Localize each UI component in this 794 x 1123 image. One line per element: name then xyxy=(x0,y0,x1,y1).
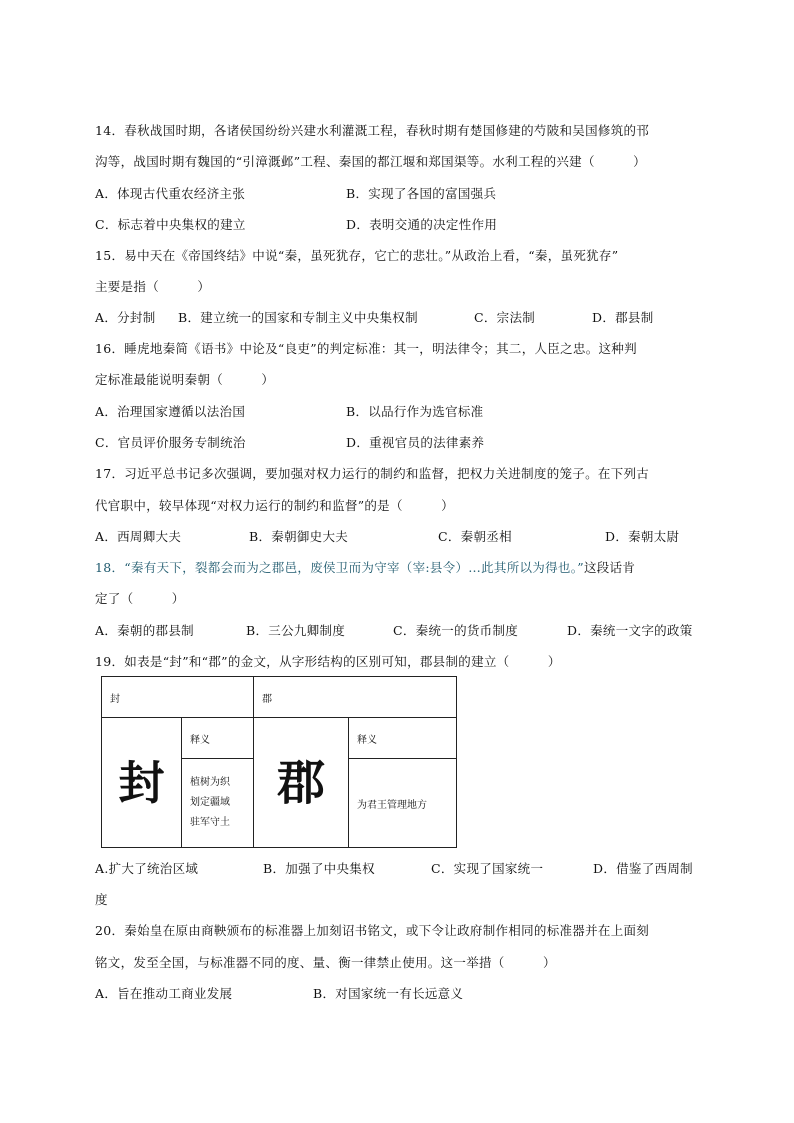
q16-stem-line1: 16．睡虎地秦简《语书》中论及“良吏”的判定标准：其一，明法律令；其二，人臣之忠。这种判 xyxy=(95,341,637,356)
q20-option-a: A．旨在推动工商业发展 xyxy=(95,986,233,1001)
q20-option-b: B．对国家统一有长远意义 xyxy=(313,986,464,1001)
q19-option-d: D．借鉴了西周制 xyxy=(593,861,693,876)
q17-option-c: C．秦朝丞相 xyxy=(438,529,512,544)
q18-option-c: C．秦统一的货币制度 xyxy=(393,623,519,638)
feng-meaning-line3: 驻军守土 xyxy=(190,817,230,828)
q16-option-d: D．重视官员的法律素养 xyxy=(346,435,485,450)
jun-meaning-cell: 为君王管理地方 xyxy=(349,759,457,848)
q20-stem-line2: 铭文，发至全国，与标准器不同的度、量、衡一律禁止使用。这一举措（ ） xyxy=(95,955,556,970)
q14-stem-line2: 沟等，战国时期有魏国的“引漳溉邺”工程、秦国的都江堰和郑国渠等。水利工程的兴建（ ） xyxy=(95,154,646,169)
q16-stem-line2: 定标准最能说明秦朝（ ） xyxy=(95,372,275,387)
q17-option-d: D．秦朝太尉 xyxy=(605,529,680,544)
q19-option-a: A.扩大了统治区域 xyxy=(95,861,199,876)
q14-option-d: D．表明交通的决定性作用 xyxy=(346,217,498,232)
q16-option-b: B．以品行作为选官标准 xyxy=(346,404,484,419)
q18-stem-tail: 这段话肯 xyxy=(583,560,636,575)
q17-stem-line2: 代官职中，较早体现“对权力运行的制约和监督”的是（ ） xyxy=(95,498,454,513)
feng-shiyi-label: 释义 xyxy=(182,718,254,759)
q20-stem-line1: 20．秦始皇在原由商鞅颁布的标准器上加刻诏书铭文，或下令让政府制作相同的标准器并在上面刻 xyxy=(95,923,650,938)
q14-stem-line1: 14．春秋战国时期，各诸侯国纷纷兴建水利灌溉工程，春秋时期有楚国修建的芍陂和吴国修筑的邗 xyxy=(95,123,650,138)
feng-meaning-cell xyxy=(182,759,254,848)
q15-stem-line2: 主要是指（ ） xyxy=(95,279,211,294)
q18-option-a: A．秦朝的郡县制 xyxy=(95,623,194,638)
q17-option-a: A．西周卿大夫 xyxy=(95,529,182,544)
q18-quotation: 18．“秦有天下，裂都会而为之郡邑，废侯卫而为守宰（宰:县令）…此其所以为得也。” xyxy=(95,560,584,575)
feng-header-cell: 封 xyxy=(102,677,254,718)
q19-option-c: C．实现了国家统一 xyxy=(431,861,544,876)
q16-option-c: C．官员评价服务专制统治 xyxy=(95,435,246,450)
q18-stem-line1 xyxy=(95,558,635,576)
q16-option-a: A．治理国家遵循以法治国 xyxy=(95,404,246,419)
q19-option-d-continued: 度 xyxy=(95,892,108,907)
q14-option-b: B．实现了各国的富国强兵 xyxy=(346,186,497,201)
q15-stem-line1: 15．易中天在《帝国终结》中说“秦，虽死犹存，它亡的悲壮。”从政治上看，“秦，虽死犹存” xyxy=(95,248,619,263)
feng-glyph-cell xyxy=(102,718,182,848)
feng-meaning-line1: 植树为织 xyxy=(190,777,230,788)
q19-option-b: B．加强了中央集权 xyxy=(263,861,375,876)
q15-option-c: C．宗法制 xyxy=(474,310,536,325)
jinwen-comparison-table xyxy=(101,676,457,848)
q15-option-d: D．郡县制 xyxy=(592,310,654,325)
q18-option-b: B．三公九卿制度 xyxy=(246,623,346,638)
jun-shiyi-label: 释义 xyxy=(349,718,457,759)
jun-header-cell: 郡 xyxy=(254,677,457,718)
q18-option-d: D．秦统一文字的政策 xyxy=(567,623,693,638)
q15-option-b: B．建立统一的国家和专制主义中央集权制 xyxy=(178,310,418,325)
q17-option-b: B．秦朝御史大夫 xyxy=(249,529,349,544)
q14-option-c: C．标志着中央集权的建立 xyxy=(95,217,246,232)
feng-bronze-glyph: 封 xyxy=(118,755,165,810)
jun-bronze-glyph: 郡 xyxy=(276,754,325,811)
q17-stem-line1: 17．习近平总书记多次强调，要加强对权力运行的制约和监督，把权力关进制度的笼子。在下列古 xyxy=(95,466,650,481)
q15-option-a: A．分封制 xyxy=(95,310,156,325)
jun-glyph-cell xyxy=(254,718,349,848)
q14-option-a: A．体现古代重农经济主张 xyxy=(95,186,246,201)
feng-meaning-line2: 划定疆域 xyxy=(190,797,230,808)
q19-stem-line1: 19．如表是“封”和“郡”的金文，从字形结构的区别可知，郡县制的建立（ ） xyxy=(95,654,561,669)
q18-stem-line2: 定了（ ） xyxy=(95,591,185,606)
